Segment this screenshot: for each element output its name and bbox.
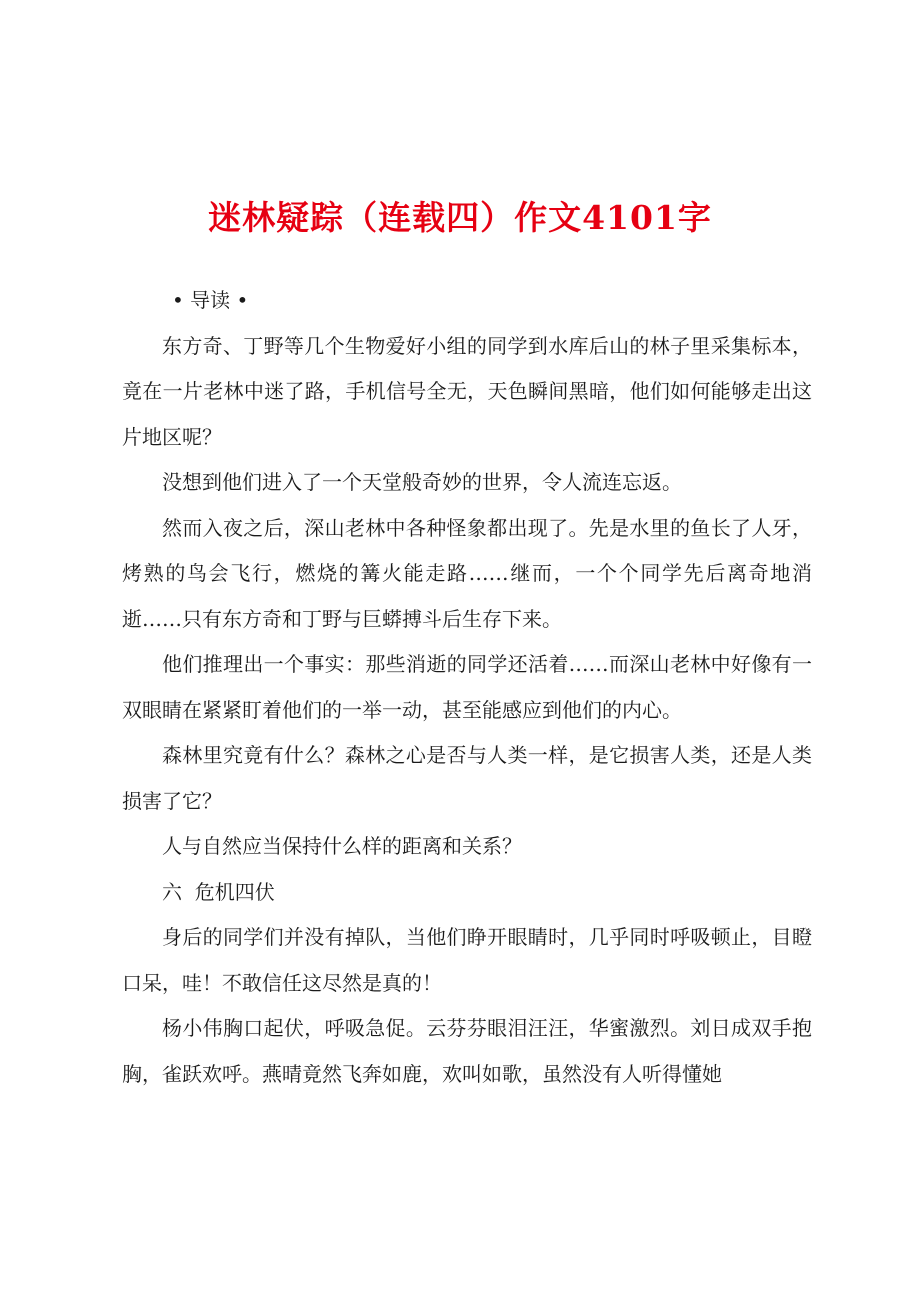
paragraph: 他们推理出一个事实：那些消逝的同学还活着……而深山老林中好像有一双眼睛在紧紧盯着他们的一举一动，甚至能感应到他们的内心。 — [122, 652, 812, 722]
paragraph: 人与自然应当保持什么样的距离和关系？ — [162, 834, 522, 858]
paragraph: 身后的同学们并没有掉队，当他们睁开眼睛时，几乎同时呼吸顿止，目瞪口呆，哇！不敢信任这尽然是真的！ — [122, 925, 812, 995]
section-heading: 六 危机四伏 — [162, 879, 275, 904]
intro-heading: • 导读 • — [172, 288, 249, 312]
paragraph: 森林里究竟有什么？森林之心是否与人类一样，是它损害人类，还是人类损害了它？ — [122, 743, 812, 813]
paragraph: 然而入夜之后，深山老林中各种怪象都出现了。先是水里的鱼长了人牙，烤熟的鸟会飞行，燃烧的篝火能走路……继而，一个个同学先后离奇地消逝……只有东方奇和丁野与巨蟒搏斗后生存下来。 — [122, 515, 812, 631]
document-title: 迷林疑踪（连载四）作文4101字 — [208, 198, 712, 237]
paragraph: 没想到他们进入了一个天堂般奇妙的世界，令人流连忘返。 — [162, 470, 682, 494]
paragraph: 东方奇、丁野等几个生物爱好小组的同学到水库后山的林子里采集标本，竟在一片老林中迷了路，手机信号全无，天色瞬间黑暗，他们如何能够走出这片地区呢？ — [122, 333, 812, 449]
article-body — [122, 278, 812, 1097]
paragraph: 杨小伟胸口起伏，呼吸急促。云芬芬眼泪汪汪，华蜜激烈。刘日成双手抱胸，雀跃欢呼。燕晴竟然飞奔如鹿，欢叫如歌，虽然没有人听得懂她 — [122, 1016, 812, 1086]
